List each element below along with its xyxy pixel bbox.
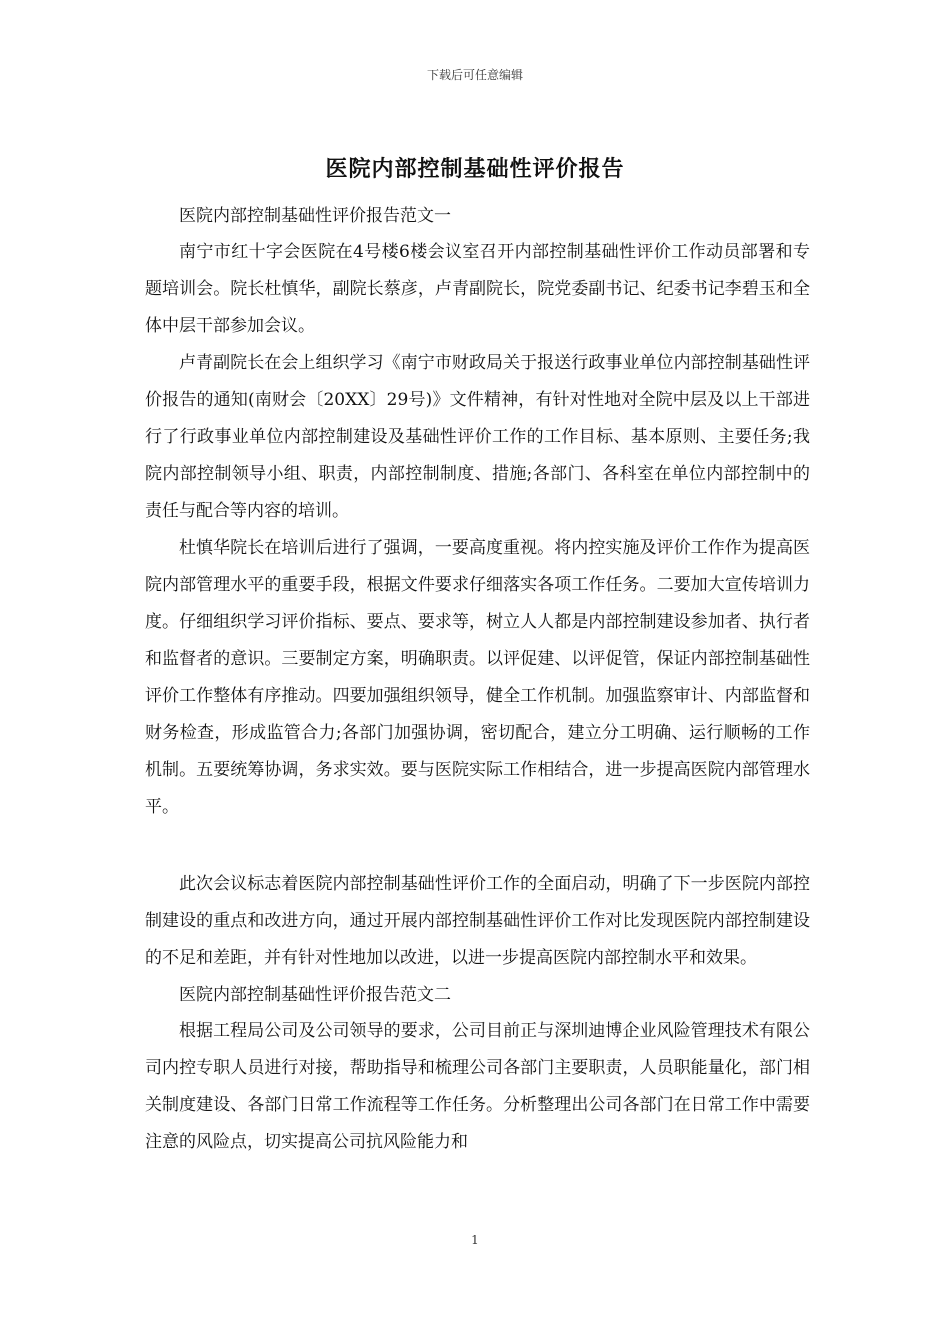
document-title: 医院内部控制基础性评价报告	[325, 156, 625, 182]
page-number: 1	[471, 1233, 479, 1247]
section-1-title: 医院内部控制基础性评价报告范文一	[179, 206, 451, 226]
paragraph-4: 此次会议标志着医院内部控制基础性评价工作的全面启动，明确了下一步医院内部控制建设的重点和改进方向，通过开展内部控制基础性评价工作对比发现医院内部控制建设的不足和差距，并有针对性地加以改进，以进一步提高医院内部控制水平和效果。	[145, 874, 810, 968]
paragraph-spacer	[145, 826, 810, 866]
paragraph-1: 南宁市红十字会医院在4号楼6楼会议室召开内部控制基础性评价工作动员部署和专题培训会。院长杜慎华，副院长蔡彦，卢青副院长，院党委副书记、纪委书记李碧玉和全体中层干部参加会议。	[145, 242, 810, 336]
paragraph-5: 根据工程局公司及公司领导的要求，公司目前正与深圳迪博企业风险管理技术有限公司内控专职人员进行对接，帮助指导和梳理公司各部门主要职责，人员职能量化，部门相关制度建设、各部门日常工作流程等工作任务。分析整理出公司各部门在日常工作中需要注意的风险点，切实提高公司抗风险能力和	[145, 1021, 810, 1152]
paragraph-2: 卢青副院长在会上组织学习《南宁市财政局关于报送行政事业单位内部控制基础性评价报告的通知(南财会〔20XX〕29号)》文件精神，有针对性地对全院中层及以上干部进行了行政事业单位内部控制建设及基础性评价工作的工作目标、基本原则、主要任务;我院内部控制领导小组、职责，内部控制制度、措施;各部门、各科室在单位内部控制中的责任与配合等内容的培训。	[145, 353, 810, 521]
page-header: 下载后可任意编辑	[426, 68, 523, 82]
document-body	[145, 198, 810, 1161]
section-2-title: 医院内部控制基础性评价报告范文二	[179, 985, 451, 1005]
paragraph-3: 杜慎华院长在培训后进行了强调，一要高度重视。将内控实施及评价工作作为提高医院内部管理水平的重要手段，根据文件要求仔细落实各项工作任务。二要加大宣传培训力度。仔细组织学习评价指标、要点、要求等，树立人人都是内部控制建设参加者、执行者和监督者的意识。三要制定方案，明确职责。以评促建、以评促管，保证内部控制基础性评价工作整体有序推动。四要加强组织领导，健全工作机制。加强监察审计、内部监督和财务检查，形成监管合力;各部门加强协调，密切配合，建立分工明确、运行顺畅的工作机制。五要统筹协调，务求实效。要与医院实际工作相结合，进一步提高医院内部管理水平。	[145, 538, 810, 817]
